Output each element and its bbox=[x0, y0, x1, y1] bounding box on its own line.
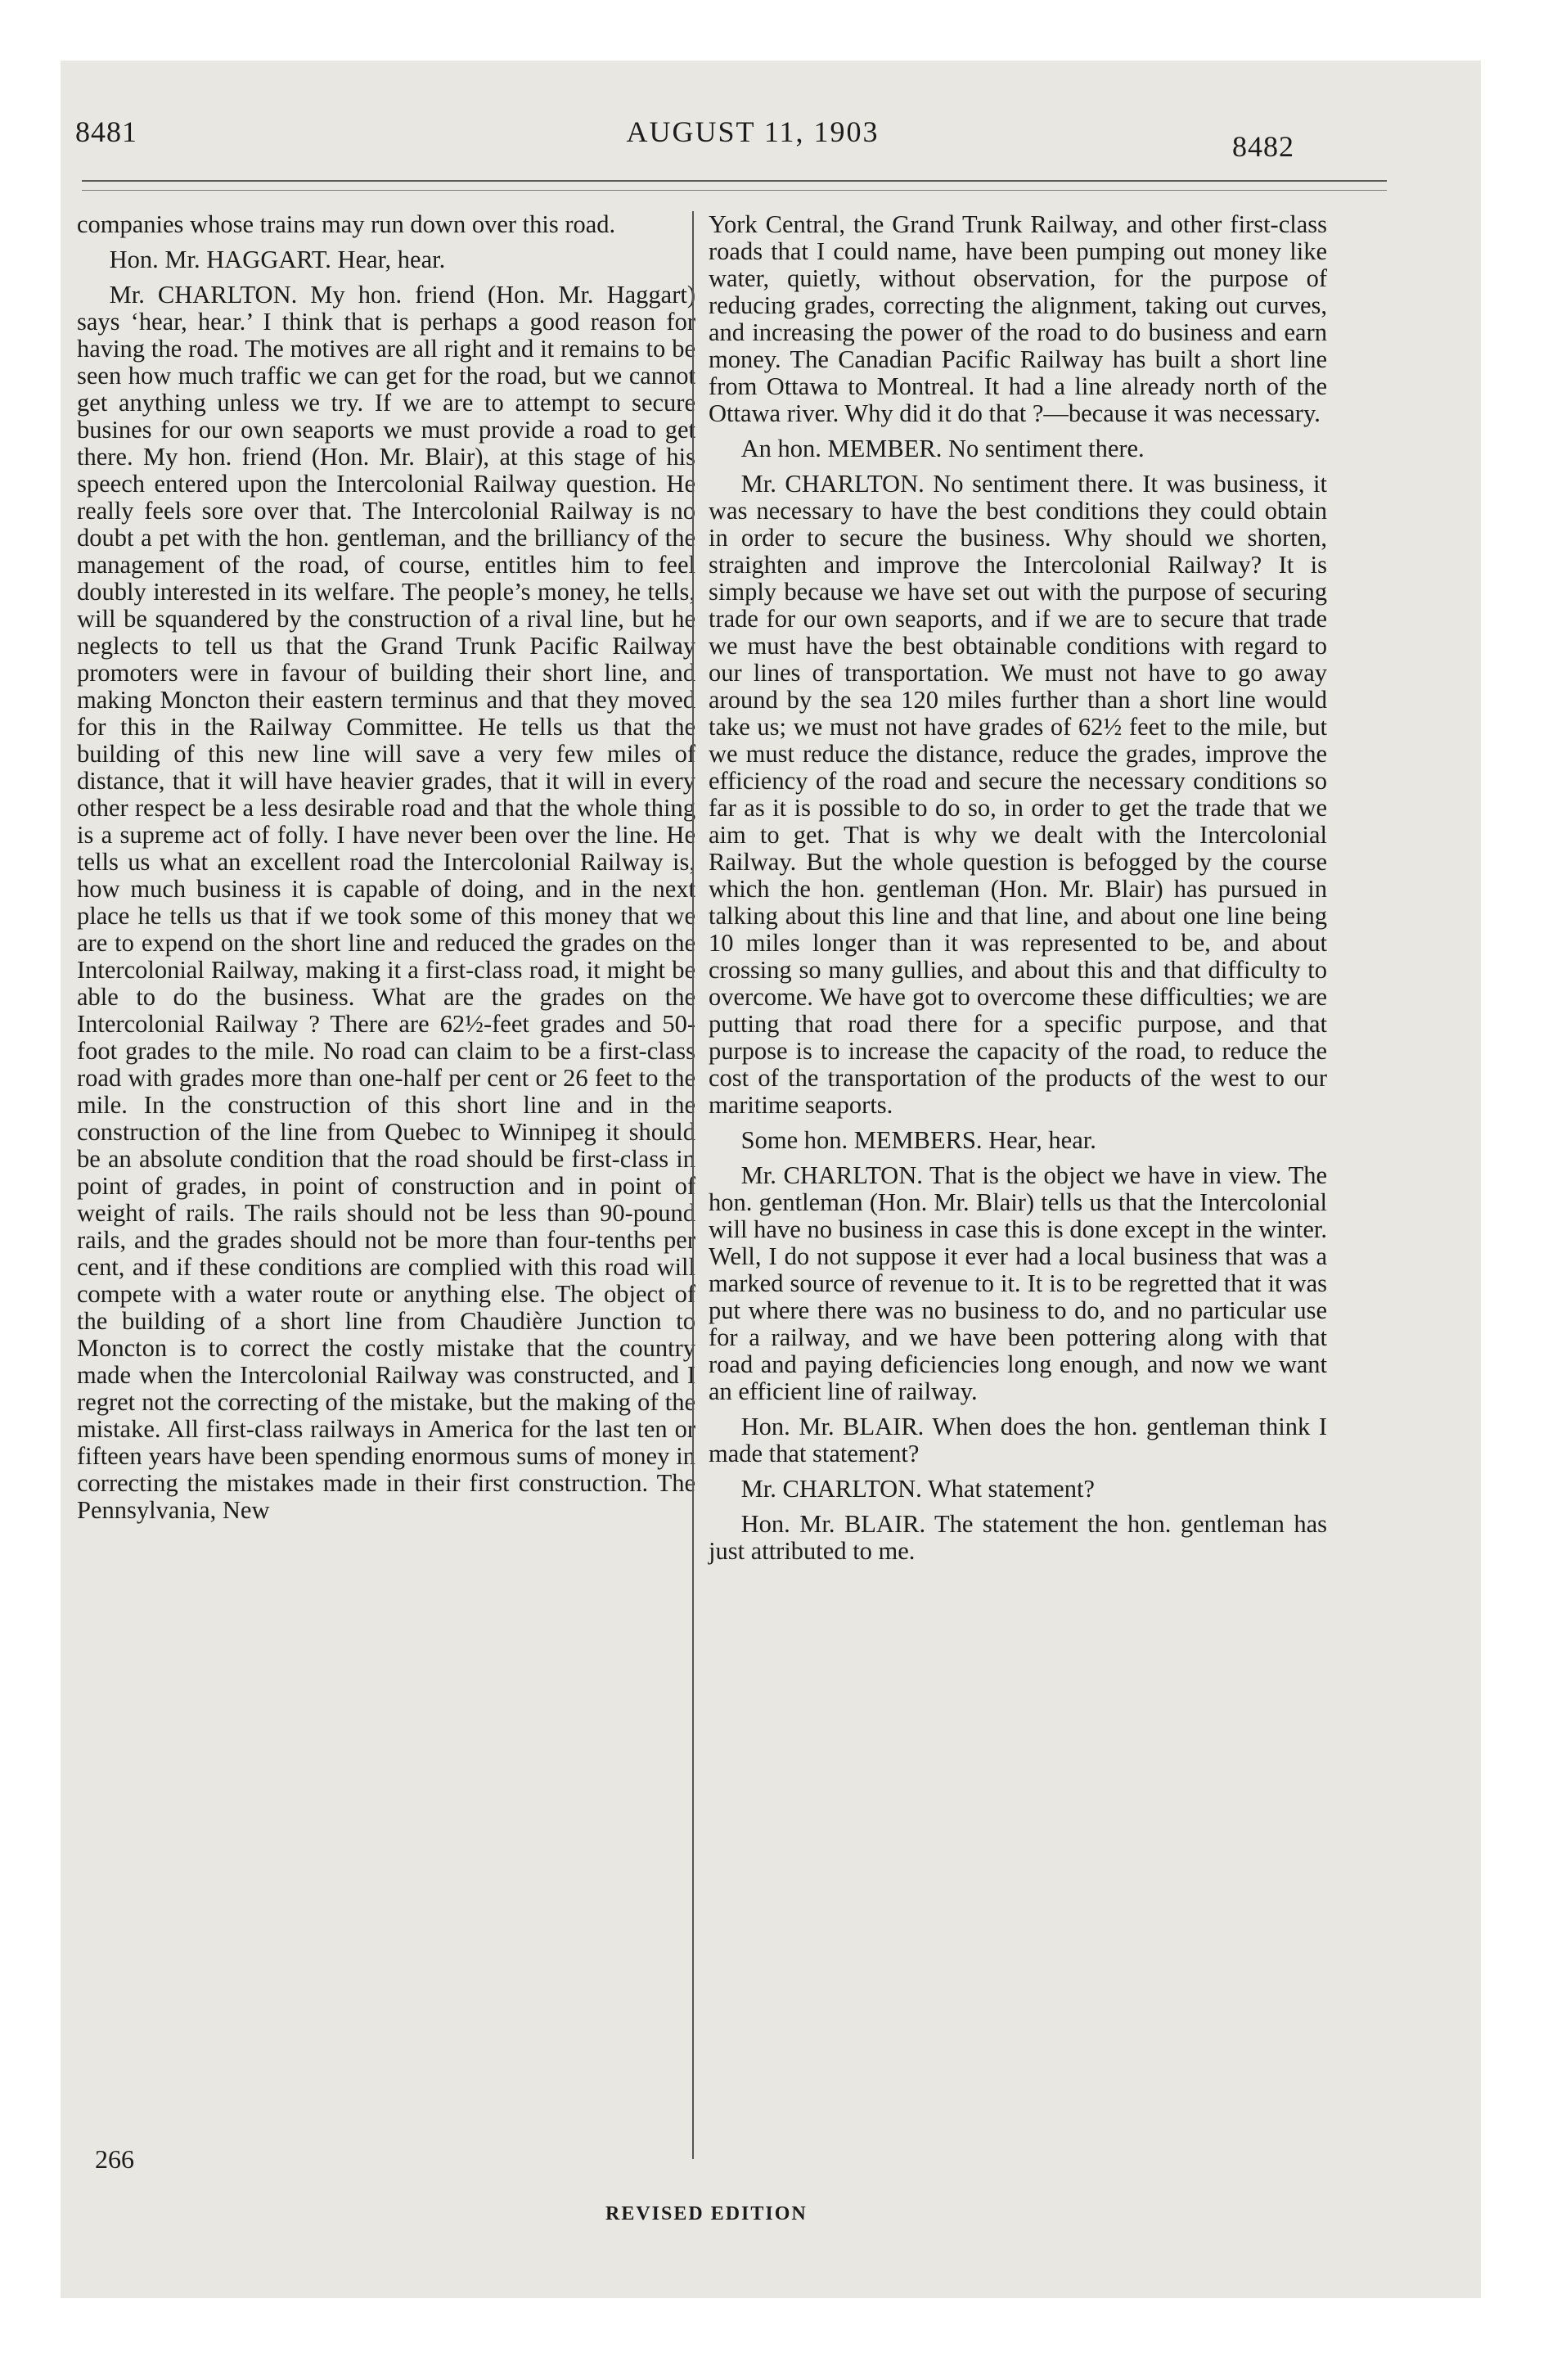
left-column bbox=[77, 211, 695, 1524]
header-rule-thin bbox=[82, 190, 1387, 191]
paragraph: Hon. Mr. HAGGART. Hear, hear. bbox=[109, 246, 446, 273]
paragraph: Mr. CHARLTON. No sentiment there. It was business, it was necessary to have the best conditions they could obtain in order to secure the business. Why should we shorten, straighten and improve the Intercolonial Railway? It is simply because we have set out with the purpose of securing trade for our own seaports, and if we are to secure that trade we must have the best obtainable conditions with regard to our lines of transportation. We must not have to go away around by the sea 120 miles further than a short line would take us; we must not have grades of 62½ feet to the mile, but we must reduce the distance, reduce the grades, improve the efficiency of the road and secure the necessary conditions so far as it is possible to do so, in order to get the trade that we aim to get. That is why we dealt with the Intercolonial Railway. But the whole question is befogged by the course which the hon. gentleman (Hon. Mr. Blair) has pursued in talking about this line and that line, and about one line being 10 miles longer than it was represented to be, and about crossing so many gullies, and about this and that difficulty to overcome. We have got to overcome these difficulties; we are putting that road there for a specific purpose, and that purpose is to increase the capacity of the road, to reduce the cost of the transportation of the products of the west to our maritime seaports. bbox=[709, 470, 1327, 1119]
paragraph: companies whose trains may run down over this road. bbox=[77, 210, 616, 238]
page-date: AUGUST 11, 1903 bbox=[626, 115, 880, 148]
paragraph: York Central, the Grand Trunk Railway, and other first-class roads that I could name, have been pumping out money like water, quietly, without observation, for the purpose of reducing grades, correcting the alignment, taking out curves, and increasing the power of the road to do business and earn money. The Canadian Pacific Railway has built a short line from Ottawa to Montreal. It had a line already north of the Ottawa river. Why did it do that ?—because it was necessary. bbox=[709, 210, 1327, 427]
paragraph: Hon. Mr. BLAIR. The statement the hon. gentleman has just attributed to me. bbox=[709, 1510, 1327, 1565]
paragraph: Mr. CHARLTON. What statement? bbox=[740, 1475, 1095, 1503]
paragraph: Mr. CHARLTON. My hon. friend (Hon. Mr. Haggart) says ‘hear, hear.’ I think that is perhaps a good reason for having the road. The motives are all right and it remains to be seen how much traffic we can get for the road, but we cannot get anything unless we try. If we are to attempt to secure busines for our own seaports we must provide a road to get there. My hon. friend (Hon. Mr. Blair), at this stage of his speech entered upon the Intercolonial Railway question. He really feels sore over that. The Intercolonial Railway is no doubt a pet with the hon. gentleman, and the brilliancy of the management of the road, of course, entitles him to feel doubly interested in its welfare. The people’s money, he tells, will be squandered by the construction of a rival line, but he neglects to tell us that the Grand Trunk Pacific Railway promoters were in favour of building their short line, and making Moncton their eastern terminus and that they moved for this in the Railway Committee. He tells us that the building of this new line will save a very few miles of distance, that it will have heavier grades, that it will in every other respect be a less desirable road and that the whole thing is a supreme act of folly. I have never been over the line. He tells us what an excellent road the Intercolonial Railway is, how much business it is capable of doing, and in the next place he tells us that if we took some of this money that we are to expend on the short line and reduced the grades on the Intercolonial Railway, making it a first-class road, it might be able to do the business. What are the grades on the Intercolonial Railway ? There are 62½-feet grades and 50-foot grades to the mile. No road can claim to be a first-class road with grades more than one-half per cent or 26 feet to the mile. In the construction of this short line and in the construction of the line from Quebec to Winnipeg it should be an absolute condition that the road should be first-class in point of grades, in point of construction and in point of weight of rails. The rails should not be less than 90-pound rails, and the grades should not be more than four-tenths per cent, and if these conditions are complied with this road will compete with a water route or anything else. The object of the building of a short line from Chaudière Junction to Moncton is to correct the costly mistake that the country made when the Intercolonial Railway was constructed, and I regret not the correcting of the mistake, but the making of the mistake. All first-class railways in America for the last ten or fifteen years have been spending enormous sums of money in correcting the mistakes made in their first construction. The Pennsylvania, New bbox=[77, 281, 695, 1524]
sheet-number: 266 bbox=[95, 2144, 134, 2174]
right-page-number: 8482 bbox=[1232, 130, 1294, 163]
left-page-number: 8481 bbox=[75, 115, 137, 148]
header-rule bbox=[82, 180, 1387, 182]
paragraph: Hon. Mr. BLAIR. When does the hon. gentleman think I made that statement? bbox=[709, 1413, 1327, 1467]
edition-note: REVISED EDITION bbox=[605, 2203, 808, 2224]
column-divider bbox=[692, 211, 694, 2159]
paragraph: Mr. CHARLTON. That is the object we have in view. The hon. gentleman (Hon. Mr. Blair) tells us that the Intercolonial will have no business in case this is done except in the winter. Well, I do not suppose it ever had a local business that was a marked source of revenue to it. It is to be regretted that it was put where there was no business to do, and no particular use for a railway, and we have been pottering along with that road and paying deficiencies long enough, and now we want an efficient line of railway. bbox=[709, 1161, 1327, 1405]
paragraph: An hon. MEMBER. No sentiment there. bbox=[740, 435, 1145, 462]
right-column bbox=[709, 211, 1327, 1565]
paragraph: Some hon. MEMBERS. Hear, hear. bbox=[740, 1126, 1096, 1154]
